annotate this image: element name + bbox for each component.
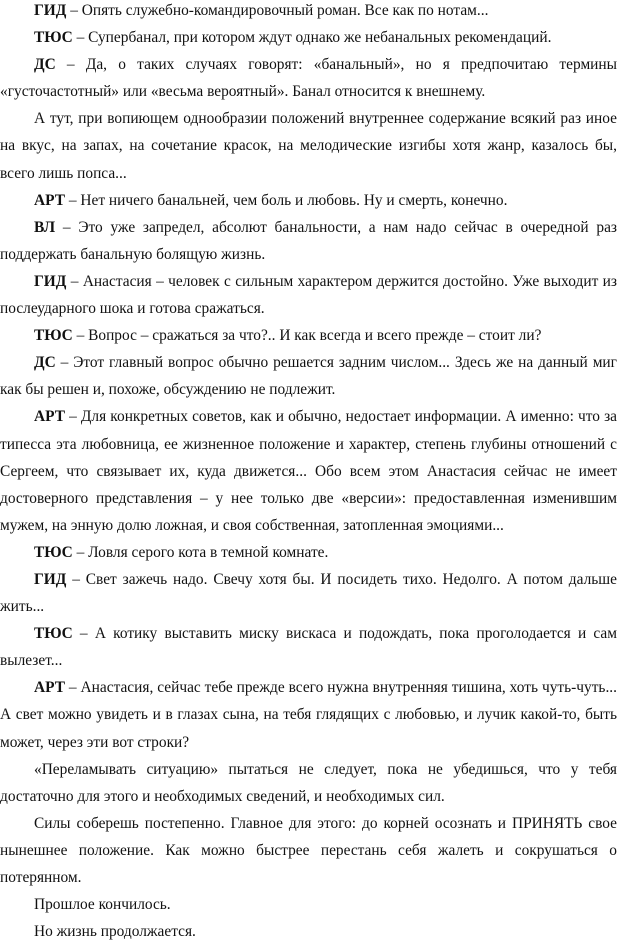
paragraph-text: Силы соберешь постепенно. Главное для этого: до корней осознать и ПРИНЯТЬ свое нынешнее положение. Как можно быстрее перестань себя жалеть и сокрушаться о потерянном. — [0, 814, 617, 886]
speaker-label: ТЮС — [34, 543, 73, 561]
narrative-paragraph — [0, 810, 617, 891]
paragraph-text: – Этот главный вопрос обычно решается задним числом... Здесь же на данный миг как бы решен и, похоже, обсуждению не подлежит. — [0, 354, 617, 399]
speaker-label: ГИД — [34, 272, 67, 290]
paragraph-text: – Свет зажечь надо. Свечу хотя бы. И посидеть тихо. Недолго. А потом дальше жить... — [0, 570, 617, 616]
paragraph-text: – Анастасия, сейчас тебе прежде всего нужна внутренняя тишина, хоть чуть-чуть... А свет можно увидеть и в глазах сына, на тебя глядящих с любовью, и лучик какой-то, быть может, через эти вот строки? — [0, 679, 617, 751]
dialogue-paragraph — [0, 214, 617, 268]
paragraph-text: – Ловля серого кота в темной комнате. — [72, 543, 329, 561]
speaker-label: ДС — [34, 56, 56, 74]
dialogue-paragraph — [0, 620, 617, 674]
paragraph-text: – Нет ничего банальней, чем боль и любовь. Ну и смерть, конечно. — [64, 191, 508, 209]
speaker-label: ГИД — [34, 570, 67, 588]
paragraph-text: Но жизнь продолжается. — [34, 923, 196, 941]
dialogue-paragraph — [0, 0, 617, 24]
speaker-label: ГИД — [34, 2, 67, 19]
dialogue-paragraph — [0, 349, 617, 403]
paragraph-text: Прошлое кончилось. — [34, 896, 171, 914]
narrative-paragraph — [0, 891, 617, 918]
narrative-paragraph — [0, 105, 617, 186]
paragraph-text: – Вопрос – сражаться за что?.. И как всегда и всего прежде – стоит ли? — [72, 327, 542, 345]
speaker-label: ВЛ — [34, 218, 56, 236]
speaker-label: АРТ — [34, 679, 65, 697]
paragraph-text: А тут, при вопиющем однообразии положений внутреннее содержание всякий раз иное на вкус, на запах, на сочетание красок, на мелодические изгибы хотя жанр, казалось бы, всего лишь попса... — [0, 110, 617, 182]
dialogue-paragraph — [0, 322, 617, 349]
paragraph-text: – Супербанал, при котором ждут однако же небанальных рекомендаций. — [72, 29, 552, 47]
paragraph-text: – Анастасия – человек с сильным характером держится достойно. Уже выходит из послеударного шока и готова сражаться. — [0, 272, 617, 318]
speaker-label: ТЮС — [34, 625, 73, 643]
narrative-paragraph — [0, 756, 617, 810]
dialogue-paragraph — [0, 268, 617, 322]
dialogue-paragraph — [0, 187, 617, 214]
dialogue-paragraph — [0, 674, 617, 755]
paragraph-text: – Для конкретных советов, как и обычно, недостает информации. А именно: что за типесса эта любовница, ее жизненное положение и характер, степень глубины отношений с Сергеем, что связывает их, куда движется... Обо всем этом Анастасия сейчас не имеет достоверного представления – у нее только две «версии»: предоставленная изменившим мужем, на энную долю ложная, и своя собственная, затопленная эмоциями... — [0, 408, 617, 534]
speaker-label: АРТ — [34, 408, 65, 426]
dialogue-paragraph — [0, 566, 617, 620]
speaker-label: АРТ — [34, 191, 65, 209]
speaker-label: ТЮС — [34, 29, 73, 47]
paragraph-text: – Да, о таких случаях говорят: «банальный», но я предпочитаю термины «густочастотный» или «весьма вероятный». Банал относится к внешнему. — [0, 56, 617, 101]
speaker-label: ТЮС — [34, 327, 73, 345]
paragraph-text: «Переламывать ситуацию» пытаться не следует, пока не убедишься, что у тебя достаточно для этого и необходимых сведений, и необходимых сил. — [0, 760, 617, 805]
paragraph-text: – А котику выставить миску вискаса и подождать, пока проголодается и сам вылезет... — [0, 625, 617, 670]
dialogue-paragraph — [0, 403, 617, 538]
dialogue-paragraph — [0, 51, 617, 105]
paragraph-text: – Это уже запредел, абсолют банальности, а нам надо сейчас в очередной раз поддержать банальную болящую жизнь. — [0, 218, 617, 263]
speaker-label: ДС — [34, 354, 56, 372]
dialogue-paragraph — [0, 539, 617, 566]
paragraph-text: – Опять служебно-командировочный роман. Все как по нотам... — [66, 2, 489, 19]
narrative-paragraph — [0, 918, 617, 945]
dialogue-paragraph — [0, 24, 617, 51]
